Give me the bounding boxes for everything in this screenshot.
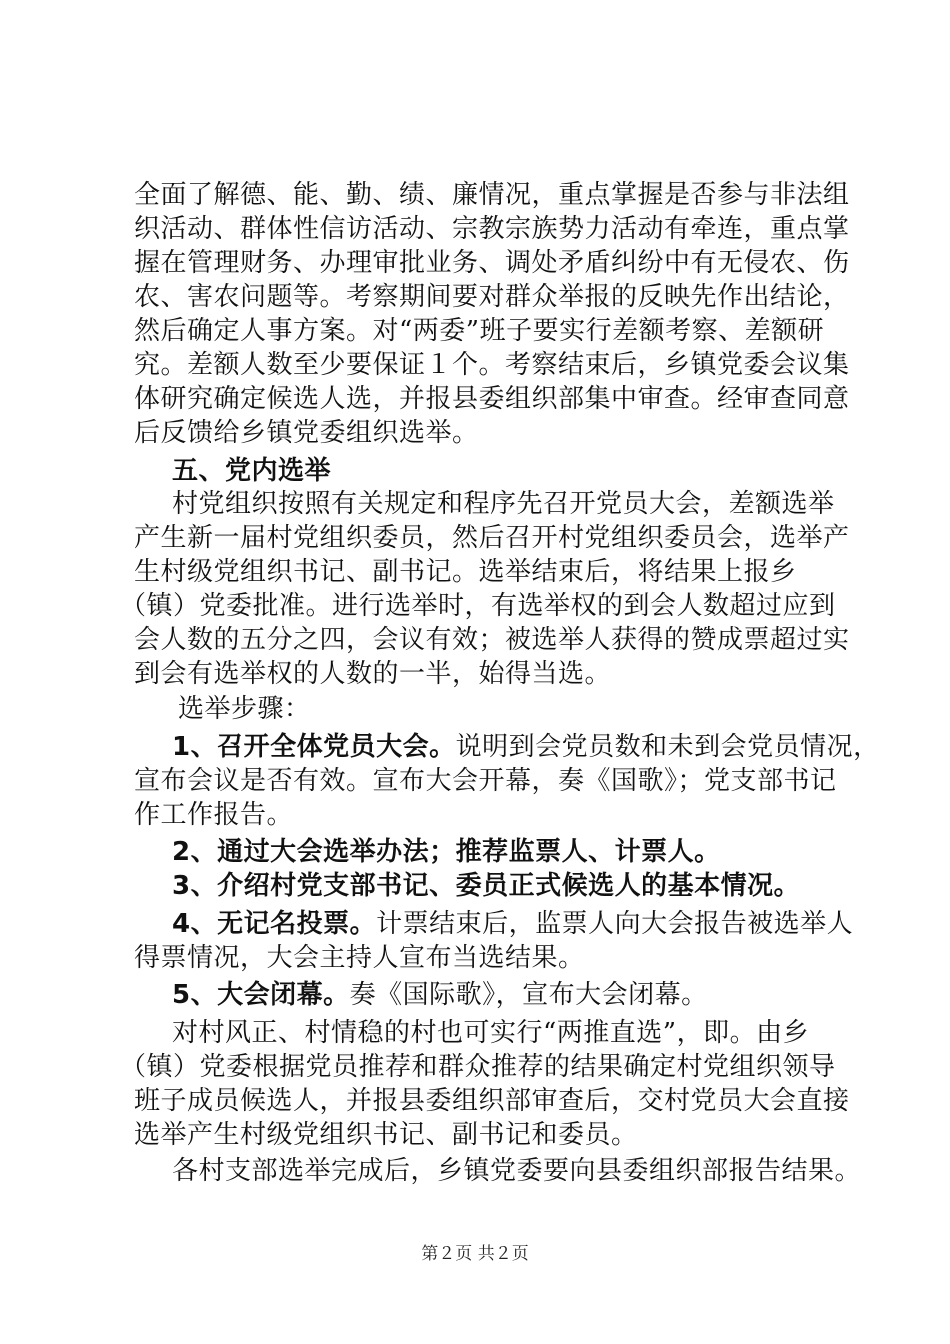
text-segment: 说明到会党员数和未到会党员情况，	[455, 732, 880, 762]
text-segment: 宣布会议是否有效。宣布大会开幕，奏《国歌》；党支部书记	[134, 766, 837, 796]
bold-text-segment: 5、大会闭幕。	[172, 980, 350, 1010]
text-line	[134, 763, 950, 799]
text-segment: （镇）党委根据党员推荐和群众推荐的结果确定村党组织领导	[120, 1052, 836, 1082]
text-line	[134, 1083, 950, 1119]
text-line	[134, 313, 950, 349]
text-line	[134, 381, 950, 417]
text-segment: 产生新一届村党组织委员，然后召开村党组织委员会，选举产	[134, 523, 850, 553]
text-line	[134, 415, 950, 451]
text-line	[134, 347, 950, 383]
text-segment: 究。差额人数至少要保证１个。考察结束后，乡镇党委会议集	[134, 350, 850, 380]
text-line	[172, 1015, 950, 1051]
text-line	[134, 656, 950, 692]
text-line	[134, 940, 950, 976]
text-segment: 选举步骤：	[178, 694, 311, 724]
text-segment: 握在管理财务、办理审批业务、调处矛盾纠纷中有无侵农、伤	[134, 248, 850, 278]
text-segment: 对村风正、村情稳的村也可实行“两推直选”，即。由乡	[172, 1018, 810, 1048]
text-line	[172, 1153, 950, 1189]
text-line	[134, 279, 950, 315]
text-line	[134, 622, 950, 658]
text-segment: 织活动、群体性信访活动、宗教宗族势力活动有牵连，重点掌	[134, 214, 850, 244]
text-segment: 村党组织按照有关规定和程序先召开党员大会，差额选举	[172, 489, 835, 519]
text-line	[172, 977, 950, 1013]
text-line	[172, 834, 950, 870]
text-segment: 作工作报告。	[134, 800, 294, 830]
text-segment: 计票结束后，监票人向大会报告被选举人	[376, 909, 854, 939]
text-segment: 班子成员候选人，并报县委组织部审查后，交村党员大会直接	[134, 1086, 850, 1116]
text-line	[134, 554, 950, 590]
text-segment: 生村级党组织书记、副书记。选举结束后，将结果上报乡	[134, 557, 797, 587]
text-line	[172, 453, 950, 489]
text-line	[172, 868, 950, 904]
text-segment: 到会有选举权的人数的一半，始得当选。	[134, 659, 612, 689]
text-line	[172, 906, 950, 942]
text-line	[134, 797, 950, 833]
text-segment: 会人数的五分之四，会议有效；被选举人获得的赞成票超过实	[134, 625, 850, 655]
bold-text-segment: 3、介绍村党支部书记、委员正式候选人的基本情况。	[172, 871, 801, 901]
text-segment: 后反馈给乡镇党委组织选举。	[134, 418, 479, 448]
text-line	[172, 486, 950, 522]
bold-text-segment: 1、召开全体党员大会。	[172, 732, 456, 762]
text-segment: 各村支部选举完成后，乡镇党委要向县委组织部报告结果。	[172, 1156, 862, 1186]
text-segment: 体研究确定候选人选，并报县委组织部集中审查。经审查同意	[134, 384, 850, 414]
text-segment: 奏《国际歌》，宣布大会闭幕。	[349, 980, 708, 1010]
text-segment: 得票情况，大会主持人宣布当选结果。	[134, 943, 585, 973]
text-line	[134, 1117, 950, 1153]
text-line	[134, 177, 950, 213]
text-line	[134, 211, 950, 247]
text-segment: 然后确定人事方案。对“两委”班子要实行差额考察、差额研	[134, 316, 825, 346]
text-line	[120, 1049, 950, 1085]
text-segment: 农、害农问题等。考察期间要对群众举报的反映先作出结论，	[134, 282, 850, 312]
bold-text-segment: 4、无记名投票。	[172, 909, 377, 939]
text-line	[120, 588, 950, 624]
bold-text-segment: 五、党内选举	[172, 456, 332, 486]
text-segment: 全面了解德、能、勤、绩、廉情况，重点掌握是否参与非法组	[134, 180, 850, 210]
text-line	[178, 691, 950, 727]
bold-text-segment: 2、通过大会选举办法；推荐监票人、计票人。	[172, 837, 721, 867]
page-footer: 第２页 共２页	[421, 1244, 529, 1264]
text-segment: （镇）党委批准。进行选举时，有选举权的到会人数超过应到	[120, 591, 836, 621]
text-line	[134, 245, 950, 281]
text-segment: 选举产生村级党组织书记、副书记和委员。	[134, 1120, 638, 1150]
text-line	[134, 520, 950, 556]
text-line	[172, 729, 950, 765]
